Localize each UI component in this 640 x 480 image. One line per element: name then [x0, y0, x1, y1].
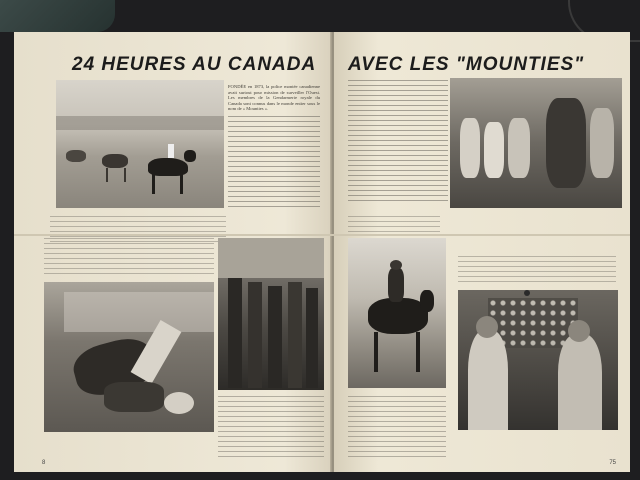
right-page [334, 32, 630, 472]
left-intro-text: FONDÉE en 1873, la police montée canadienne avait surtout pour mission de surveiller l'Ouest. Les membres de la Gendarmerie royale du Canada sont connus dans le monde entier sous le nom de « Mounties ». [228, 84, 320, 111]
caption-crowd [348, 216, 440, 236]
caption-lab [458, 256, 616, 282]
photo-horses [56, 80, 224, 208]
left-page-number: 8 [42, 460, 46, 466]
caption-wrestling [44, 238, 214, 274]
left-body-column [228, 116, 320, 210]
background-object [0, 0, 115, 32]
right-headline: AVEC LES "MOUNTIES" [348, 54, 585, 75]
horizontal-crease [14, 234, 630, 236]
right-page-number: 75 [609, 460, 616, 466]
photo-lab [458, 290, 618, 430]
caption-rider [348, 396, 446, 460]
photo-march [218, 238, 324, 390]
photo-crowd [450, 78, 622, 208]
magazine-spread [14, 32, 630, 472]
photo-wrestling [44, 282, 214, 432]
left-page [14, 32, 332, 472]
caption-march [218, 396, 324, 460]
punch-hole [524, 290, 530, 296]
right-body-column [348, 80, 448, 204]
left-headline: 24 HEURES AU CANADA [72, 54, 317, 75]
photo-rider [348, 238, 446, 388]
